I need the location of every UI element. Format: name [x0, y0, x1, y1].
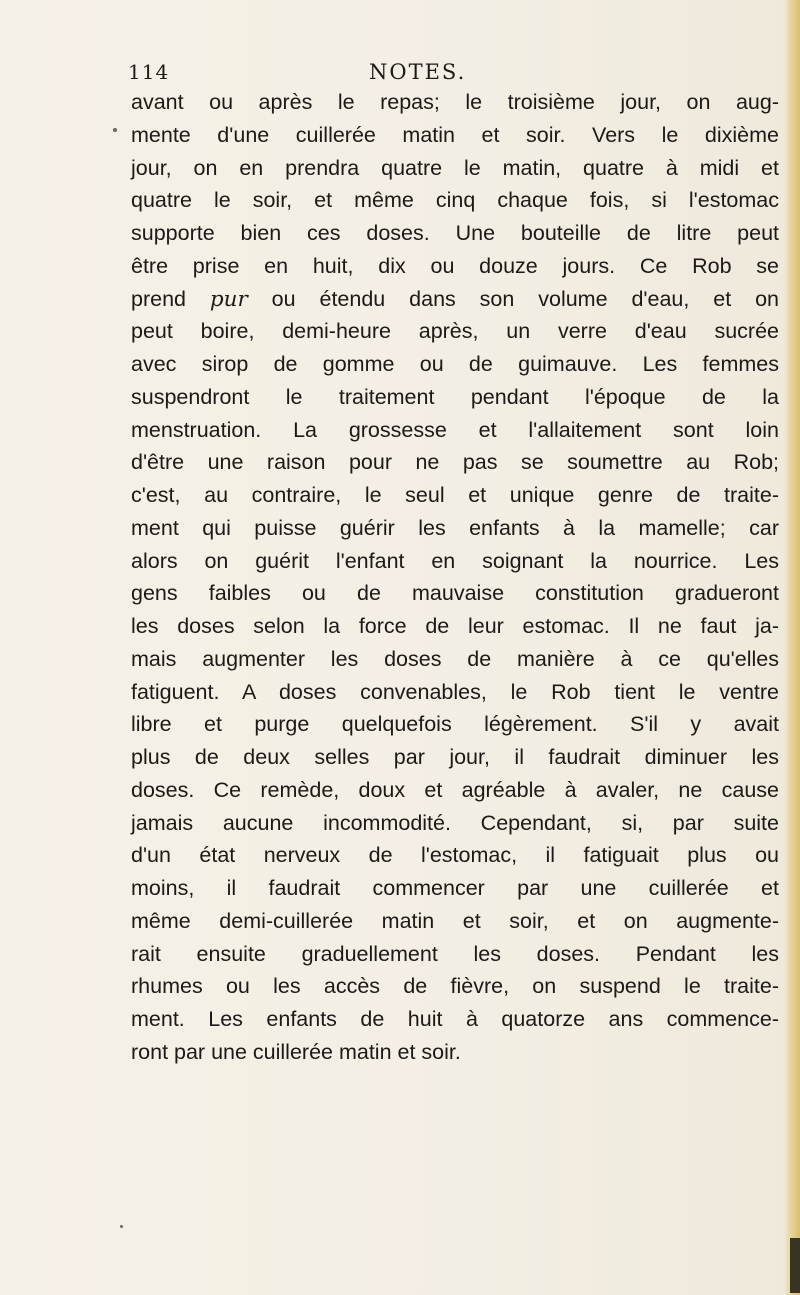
- text-line: rait ensuite graduellement les doses. Pendant les: [131, 941, 779, 966]
- margin-dot: [113, 128, 117, 132]
- notes-paragraph: [131, 86, 779, 1069]
- text-line: gens faibles ou de mauvaise constitution gradueront: [131, 581, 779, 606]
- text-line: d'être une raison pour ne pas se soumettre au Rob;: [131, 450, 779, 475]
- text-line: avec sirop de gomme ou de guimauve. Les femmes: [131, 352, 779, 376]
- text-line: menstruation. La grossesse et l'allaitement sont loin: [131, 417, 779, 442]
- text-line: jamais aucune incommodité. Cependant, si, par suite: [131, 810, 779, 835]
- text-line: doses. Ce remède, doux et agréable à avaler, ne cause: [131, 777, 779, 802]
- text-line: peut boire, demi-heure après, un verre d'eau sucrée: [131, 319, 779, 344]
- text-line: mais augmenter les doses de manière à ce qu'elles: [131, 646, 779, 671]
- text-line: ment. Les enfants de huit à quatorze ans commence-: [131, 1007, 779, 1031]
- page-edge-mark: [790, 1238, 800, 1293]
- text-line: les doses selon la force de leur estomac. Il ne faut ja-: [131, 614, 779, 638]
- text-line: quatre le soir, et même cinq chaque fois, si l'estomac: [131, 188, 779, 213]
- text-line: d'un état nerveux de l'estomac, il fatiguait plus ou: [131, 843, 779, 868]
- text-segment: ou étendu dans son volume d'eau, et on: [247, 286, 779, 311]
- text-line: ront par une cuillerée matin et soir.: [131, 1039, 461, 1064]
- text-line: fatiguent. A doses convenables, le Rob tient le ventre: [131, 679, 779, 704]
- text-line: supporte bien ces doses. Une bouteille de litre peut: [131, 221, 779, 245]
- page-edge-shadow: [784, 0, 800, 1295]
- text-line: même demi-cuillerée matin et soir, et on augmente-: [131, 908, 779, 933]
- running-title: NOTES.: [369, 60, 467, 84]
- italic-word: pur: [209, 286, 248, 312]
- page-number: 114: [128, 60, 170, 84]
- text-line: être prise en huit, dix ou douze jours. Ce Rob se: [131, 253, 779, 278]
- text-line-with-italic: [131, 283, 779, 316]
- margin-dot: [120, 1225, 123, 1228]
- text-line: mente d'une cuillerée matin et soir. Vers le dixième: [131, 122, 779, 147]
- text-line: alors on guérit l'enfant en soignant la nourrice. Les: [131, 548, 779, 573]
- text-line: ment qui puisse guérir les enfants à la mamelle; car: [131, 515, 779, 540]
- text-line: plus de deux selles par jour, il faudrait diminuer les: [131, 745, 779, 769]
- text-line: jour, on en prendra quatre le matin, quatre à midi et: [131, 155, 779, 180]
- text-line: libre et purge quelquefois légèrement. S'il y avait: [131, 712, 779, 737]
- text-line: avant ou après le repas; le troisième jour, on aug-: [131, 90, 779, 114]
- text-line: c'est, au contraire, le seul et unique genre de traite-: [131, 483, 779, 507]
- text-line: suspendront le traitement pendant l'époque de la: [131, 384, 779, 409]
- text-line: rhumes ou les accès de fièvre, on suspend le traite-: [131, 974, 779, 999]
- text-segment: prend: [131, 286, 210, 311]
- text-line: moins, il faudrait commencer par une cuillerée et: [131, 876, 779, 900]
